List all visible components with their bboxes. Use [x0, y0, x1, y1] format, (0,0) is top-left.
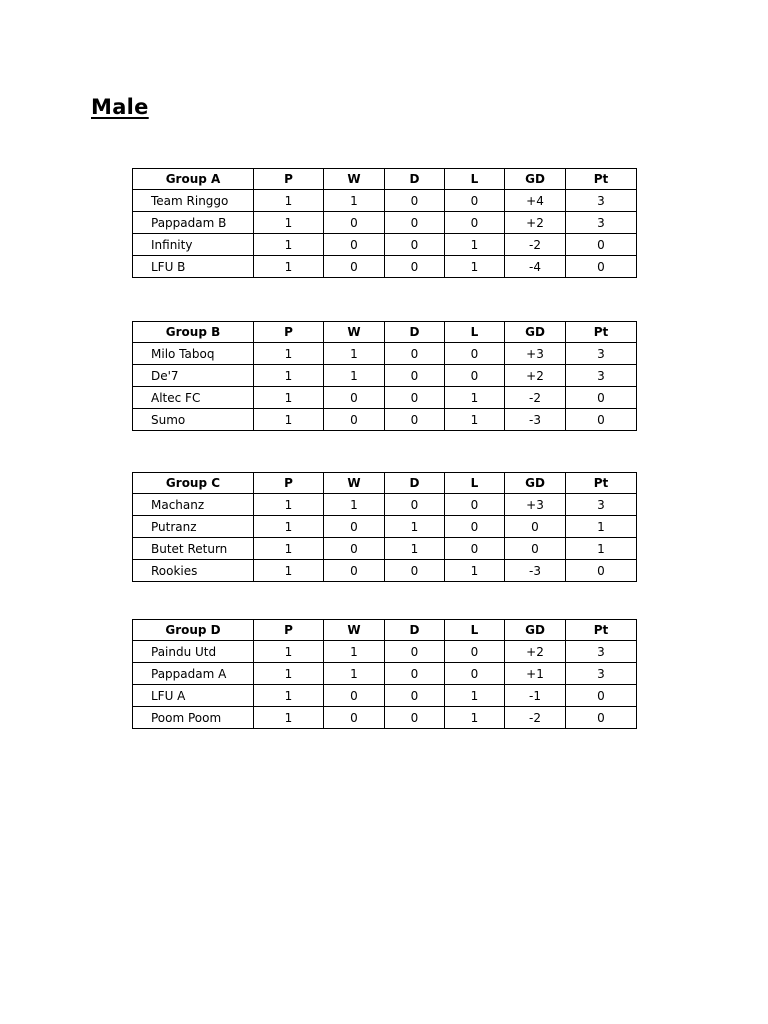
goal-difference-cell: -3	[505, 560, 566, 582]
drawn-cell: 0	[385, 212, 445, 234]
column-header-pt: Pt	[566, 620, 637, 641]
column-header-p: P	[254, 620, 324, 641]
column-header-gd: GD	[505, 473, 566, 494]
drawn-cell: 0	[385, 365, 445, 387]
lost-cell: 0	[445, 365, 505, 387]
column-header-d: D	[385, 620, 445, 641]
team-name: Butet Return	[133, 538, 254, 560]
group-d-table	[132, 619, 637, 729]
column-header-d: D	[385, 473, 445, 494]
lost-cell: 1	[445, 387, 505, 409]
won-cell: 1	[324, 494, 385, 516]
lost-cell: 1	[445, 685, 505, 707]
played-cell: 1	[254, 663, 324, 685]
table-row	[133, 707, 637, 729]
team-name: LFU A	[133, 685, 254, 707]
group-c-table	[132, 472, 637, 582]
goal-difference-cell: +2	[505, 212, 566, 234]
won-cell: 0	[324, 560, 385, 582]
points-cell: 3	[566, 212, 637, 234]
goal-difference-cell: -1	[505, 685, 566, 707]
table-row	[133, 494, 637, 516]
column-header-w: W	[324, 169, 385, 190]
table-row	[133, 560, 637, 582]
column-header-d: D	[385, 322, 445, 343]
column-header-gd: GD	[505, 322, 566, 343]
team-name: Poom Poom	[133, 707, 254, 729]
points-cell: 3	[566, 365, 637, 387]
won-cell: 1	[324, 365, 385, 387]
lost-cell: 1	[445, 707, 505, 729]
group-name: Group D	[133, 620, 254, 641]
team-name: Pappadam B	[133, 212, 254, 234]
drawn-cell: 0	[385, 256, 445, 278]
points-cell: 0	[566, 685, 637, 707]
won-cell: 0	[324, 212, 385, 234]
column-header-w: W	[324, 473, 385, 494]
drawn-cell: 0	[385, 663, 445, 685]
team-name: Paindu Utd	[133, 641, 254, 663]
table-row	[133, 212, 637, 234]
won-cell: 0	[324, 516, 385, 538]
drawn-cell: 0	[385, 685, 445, 707]
played-cell: 1	[254, 641, 324, 663]
lost-cell: 0	[445, 641, 505, 663]
points-cell: 3	[566, 190, 637, 212]
won-cell: 1	[324, 663, 385, 685]
played-cell: 1	[254, 343, 324, 365]
column-header-w: W	[324, 620, 385, 641]
table-row	[133, 538, 637, 560]
played-cell: 1	[254, 494, 324, 516]
points-cell: 0	[566, 560, 637, 582]
team-name: Milo Taboq	[133, 343, 254, 365]
points-cell: 3	[566, 494, 637, 516]
drawn-cell: 0	[385, 494, 445, 516]
group-name: Group C	[133, 473, 254, 494]
column-header-pt: Pt	[566, 169, 637, 190]
team-name: Altec FC	[133, 387, 254, 409]
table-row	[133, 365, 637, 387]
won-cell: 1	[324, 641, 385, 663]
goal-difference-cell: +3	[505, 494, 566, 516]
points-cell: 3	[566, 641, 637, 663]
table-row	[133, 663, 637, 685]
table-header-row	[133, 169, 637, 190]
played-cell: 1	[254, 707, 324, 729]
group-name: Group B	[133, 322, 254, 343]
goal-difference-cell: -2	[505, 234, 566, 256]
goal-difference-cell: -2	[505, 387, 566, 409]
column-header-w: W	[324, 322, 385, 343]
played-cell: 1	[254, 387, 324, 409]
points-cell: 0	[566, 387, 637, 409]
drawn-cell: 1	[385, 516, 445, 538]
team-name: Machanz	[133, 494, 254, 516]
lost-cell: 1	[445, 409, 505, 431]
column-header-p: P	[254, 322, 324, 343]
goal-difference-cell: +1	[505, 663, 566, 685]
played-cell: 1	[254, 560, 324, 582]
drawn-cell: 0	[385, 560, 445, 582]
table-header-row	[133, 473, 637, 494]
won-cell: 0	[324, 707, 385, 729]
won-cell: 0	[324, 538, 385, 560]
column-header-gd: GD	[505, 169, 566, 190]
goal-difference-cell: -3	[505, 409, 566, 431]
team-name: De'7	[133, 365, 254, 387]
played-cell: 1	[254, 365, 324, 387]
played-cell: 1	[254, 516, 324, 538]
drawn-cell: 1	[385, 538, 445, 560]
played-cell: 1	[254, 685, 324, 707]
goal-difference-cell: +2	[505, 641, 566, 663]
lost-cell: 0	[445, 190, 505, 212]
played-cell: 1	[254, 190, 324, 212]
table-row	[133, 516, 637, 538]
team-name: Infinity	[133, 234, 254, 256]
drawn-cell: 0	[385, 190, 445, 212]
played-cell: 1	[254, 409, 324, 431]
goal-difference-cell: +4	[505, 190, 566, 212]
goal-difference-cell: +3	[505, 343, 566, 365]
table-row	[133, 641, 637, 663]
points-cell: 0	[566, 234, 637, 256]
goal-difference-cell: 0	[505, 538, 566, 560]
column-header-d: D	[385, 169, 445, 190]
points-cell: 0	[566, 256, 637, 278]
column-header-p: P	[254, 169, 324, 190]
lost-cell: 1	[445, 560, 505, 582]
page-title: Male	[91, 95, 149, 119]
points-cell: 1	[566, 538, 637, 560]
won-cell: 0	[324, 685, 385, 707]
lost-cell: 0	[445, 516, 505, 538]
won-cell: 1	[324, 343, 385, 365]
goal-difference-cell: -2	[505, 707, 566, 729]
table-header-row	[133, 620, 637, 641]
team-name: Pappadam A	[133, 663, 254, 685]
won-cell: 0	[324, 234, 385, 256]
lost-cell: 0	[445, 212, 505, 234]
table-row	[133, 685, 637, 707]
lost-cell: 1	[445, 234, 505, 256]
drawn-cell: 0	[385, 409, 445, 431]
won-cell: 0	[324, 256, 385, 278]
team-name: Sumo	[133, 409, 254, 431]
goal-difference-cell: -4	[505, 256, 566, 278]
drawn-cell: 0	[385, 707, 445, 729]
team-name: LFU B	[133, 256, 254, 278]
lost-cell: 1	[445, 256, 505, 278]
team-name: Rookies	[133, 560, 254, 582]
column-header-l: L	[445, 620, 505, 641]
table-row	[133, 256, 637, 278]
won-cell: 1	[324, 190, 385, 212]
group-name: Group A	[133, 169, 254, 190]
table-row	[133, 387, 637, 409]
lost-cell: 0	[445, 663, 505, 685]
column-header-l: L	[445, 322, 505, 343]
played-cell: 1	[254, 212, 324, 234]
drawn-cell: 0	[385, 641, 445, 663]
goal-difference-cell: +2	[505, 365, 566, 387]
team-name: Putranz	[133, 516, 254, 538]
drawn-cell: 0	[385, 387, 445, 409]
table-header-row	[133, 322, 637, 343]
played-cell: 1	[254, 234, 324, 256]
column-header-l: L	[445, 169, 505, 190]
column-header-pt: Pt	[566, 473, 637, 494]
group-b-table	[132, 321, 637, 431]
table-row	[133, 409, 637, 431]
table-row	[133, 343, 637, 365]
goal-difference-cell: 0	[505, 516, 566, 538]
column-header-gd: GD	[505, 620, 566, 641]
won-cell: 0	[324, 409, 385, 431]
group-a-table	[132, 168, 637, 278]
column-header-pt: Pt	[566, 322, 637, 343]
points-cell: 3	[566, 663, 637, 685]
lost-cell: 0	[445, 343, 505, 365]
points-cell: 0	[566, 707, 637, 729]
column-header-p: P	[254, 473, 324, 494]
table-row	[133, 190, 637, 212]
drawn-cell: 0	[385, 234, 445, 256]
won-cell: 0	[324, 387, 385, 409]
team-name: Team Ringgo	[133, 190, 254, 212]
played-cell: 1	[254, 256, 324, 278]
table-row	[133, 234, 637, 256]
points-cell: 1	[566, 516, 637, 538]
column-header-l: L	[445, 473, 505, 494]
points-cell: 3	[566, 343, 637, 365]
points-cell: 0	[566, 409, 637, 431]
lost-cell: 0	[445, 494, 505, 516]
played-cell: 1	[254, 538, 324, 560]
lost-cell: 0	[445, 538, 505, 560]
drawn-cell: 0	[385, 343, 445, 365]
